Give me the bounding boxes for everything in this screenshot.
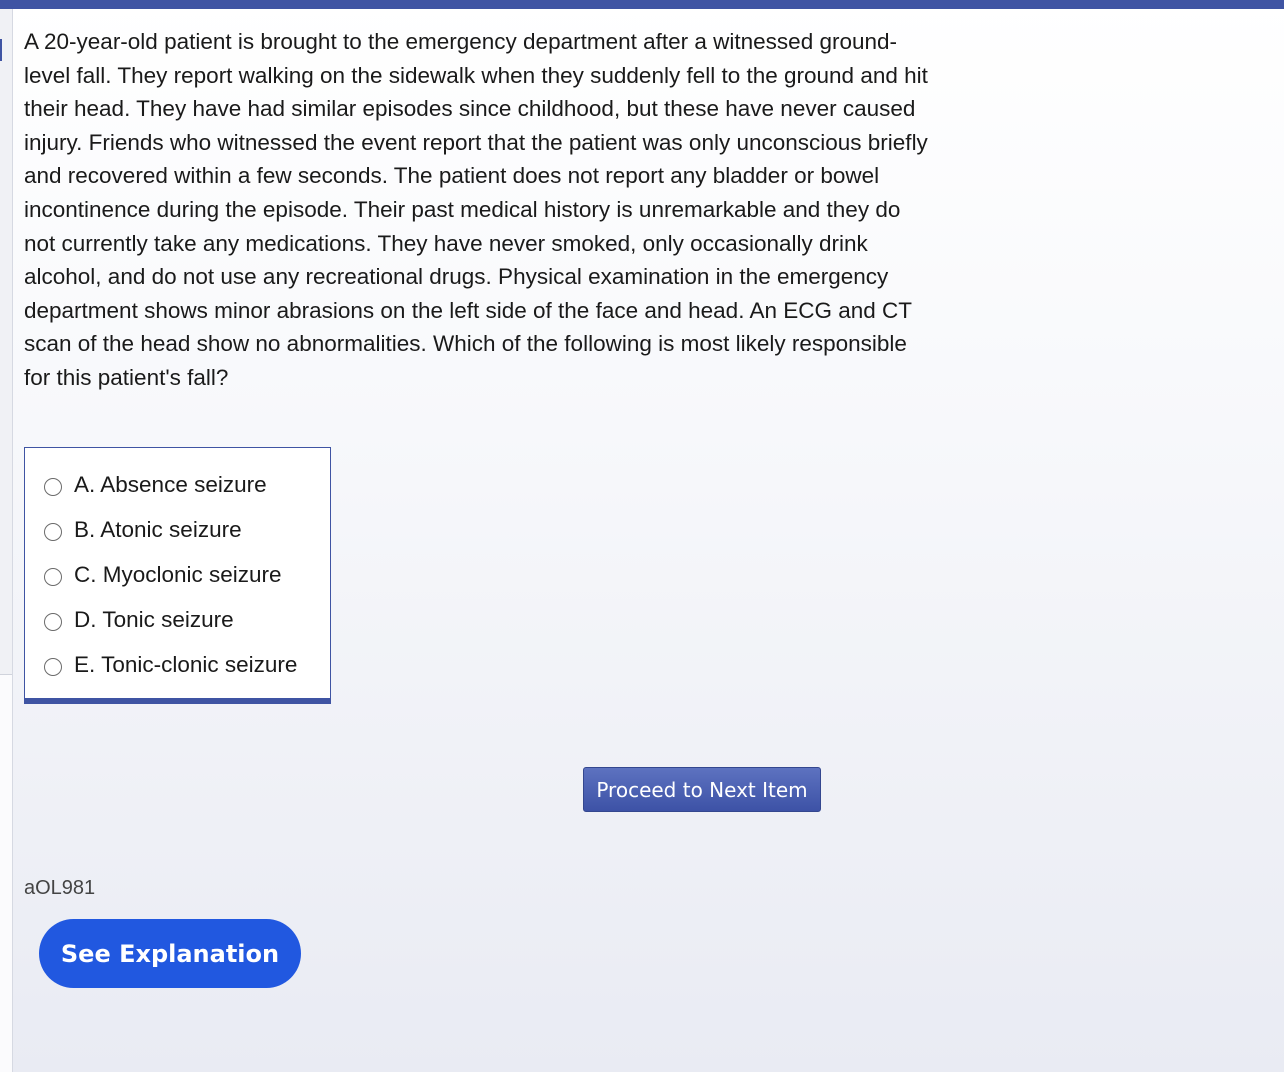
left-side-panel — [0, 9, 13, 1072]
answer-choice-label: B. Atonic seizure — [74, 517, 242, 542]
question-id: aOL981 — [24, 877, 96, 899]
see-explanation-button[interactable]: See Explanation — [39, 919, 301, 988]
radio-button[interactable] — [44, 478, 62, 496]
answer-choice-label: E. Tonic-clonic seizure — [74, 652, 298, 677]
question-stem-line: A 20-year-old patient is brought to the emergency department after a witnessed ground- — [24, 29, 898, 54]
answer-choice-d[interactable] — [44, 605, 234, 635]
question-stem-line: not currently take any medications. They have never smoked, only occasionally drink — [24, 230, 868, 256]
left-accent-marker — [0, 39, 2, 61]
question-stem-line: for this patient's fall? — [24, 364, 229, 390]
answer-choice-label: D. Tonic seizure — [74, 607, 234, 632]
question-stem-line: their head. They have had similar episodes since childhood, but these have never caused — [24, 96, 916, 122]
question-stem-line: alcohol, and do not use any recreational drugs. Physical examination in the emergency — [24, 264, 889, 290]
question-stem-line: injury. Friends who witnessed the event report that the patient was only unconscious briefly — [24, 129, 928, 155]
answer-choice-a[interactable] — [44, 470, 267, 500]
answer-choice-label: C. Myoclonic seizure — [74, 562, 282, 587]
radio-button[interactable] — [44, 523, 62, 541]
top-header-bar — [0, 0, 1284, 9]
answer-choice-b[interactable] — [44, 515, 242, 545]
radio-button[interactable] — [44, 613, 62, 631]
answer-choice-c[interactable] — [44, 560, 282, 590]
question-stem-line: scan of the head show no abnormalities. Which of the following is most likely responsible — [24, 331, 907, 357]
question-stem-line: and recovered within a few seconds. The patient does not report any bladder or bowel — [24, 163, 880, 189]
answer-choice-label: A. Absence seizure — [74, 472, 267, 497]
answer-choices — [24, 447, 331, 704]
question-stem — [24, 25, 999, 395]
question-stem-line: department shows minor abrasions on the left side of the face and head. An ECG and CT — [24, 297, 913, 323]
answer-choice-e[interactable] — [44, 650, 297, 680]
radio-button[interactable] — [44, 658, 62, 676]
radio-button[interactable] — [44, 568, 62, 586]
proceed-to-next-item-button[interactable]: Proceed to Next Item — [583, 767, 821, 812]
left-side-panel-upper — [0, 9, 12, 675]
question-stem-line: level fall. They report walking on the sidewalk when they suddenly fell to the ground and hit — [24, 62, 928, 88]
question-stem-line: incontinence during the episode. Their past medical history is unremarkable and they do — [24, 196, 901, 222]
